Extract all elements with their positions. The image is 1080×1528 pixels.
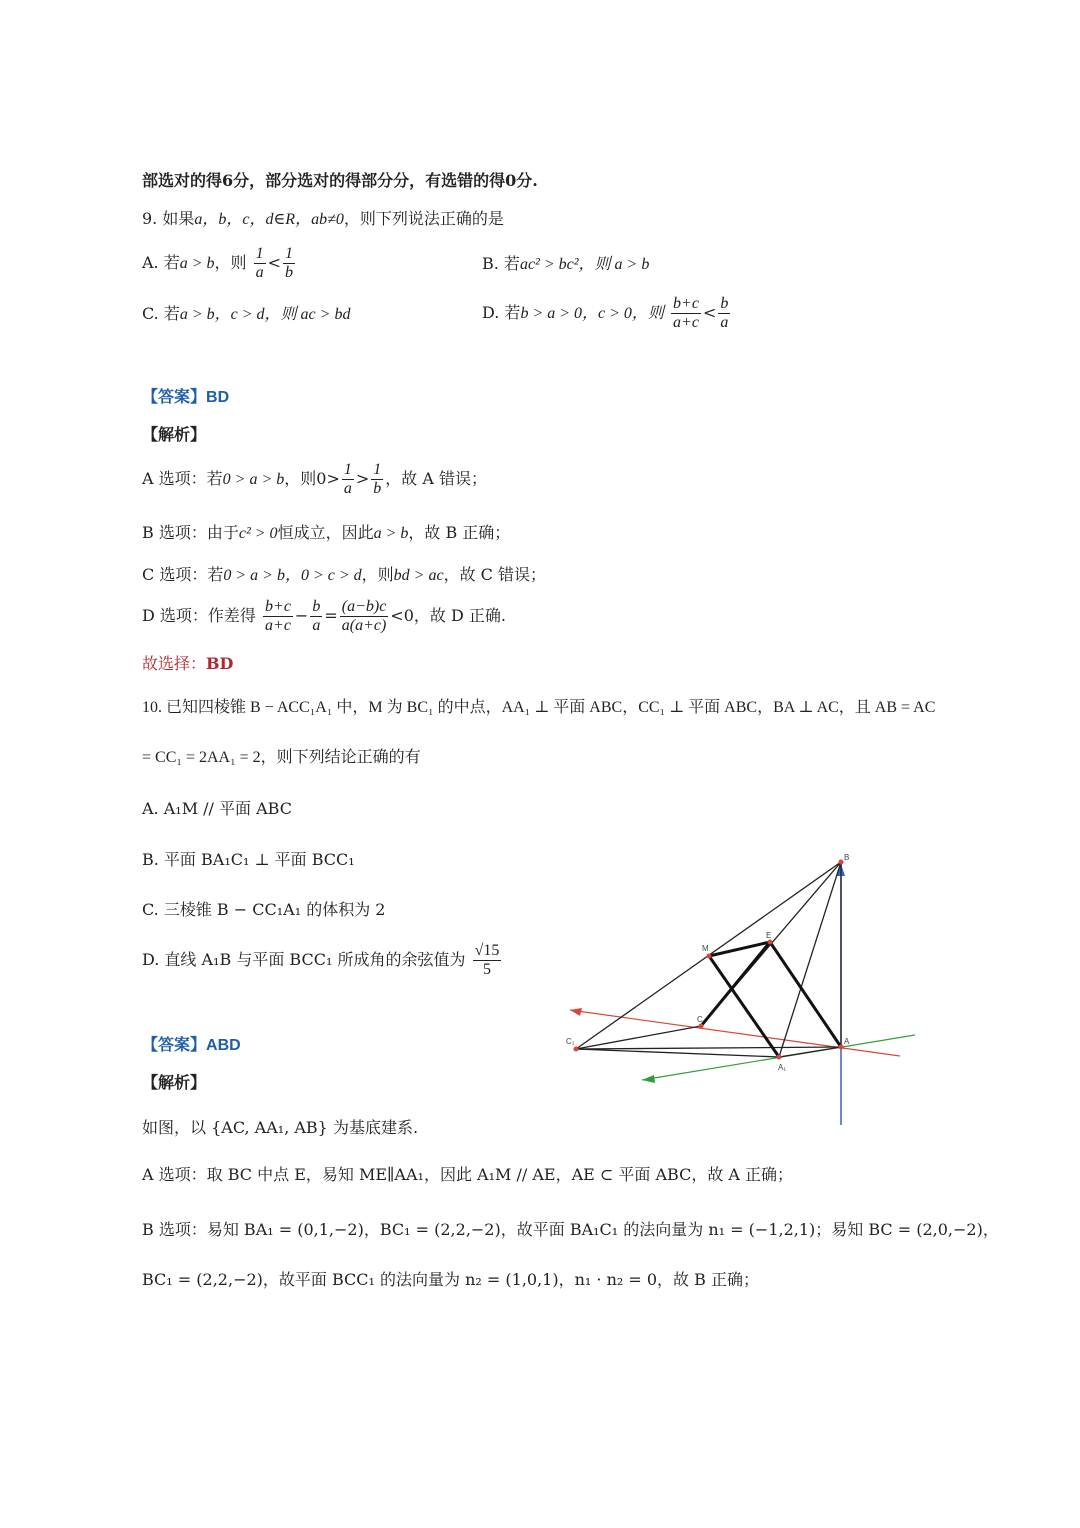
point-m [707, 954, 712, 959]
q9-a-then: ，则 [214, 253, 247, 272]
q9-sol-c-math: 0 > a > b，0 > c > d [223, 567, 362, 584]
frac-bc-over-ac: $\frac{b+c}{a+c}$ [673, 295, 699, 331]
q9-sol-d: D 选项：作差得 $\frac{b+c}{a+c}$ − $\frac{b}{a}$ = $\frac{(a-b)c}{a(a+c)}$ <0，故 D 正确. [142, 598, 506, 634]
point-c1 [574, 1047, 579, 1052]
axis-green-arrow [642, 1075, 655, 1083]
q9-sol-b-math: c² > 0 [238, 525, 278, 542]
q9-option-c [142, 303, 350, 326]
q9-analysis-label: 【解析】 [142, 425, 207, 444]
q10-d-pre: D. 直线 A₁B 与平面 BCC₁ 所成角的余弦值为 [142, 950, 466, 969]
label-e: E [766, 931, 772, 940]
q9-sol-a-pre: A 选项：若 [142, 469, 223, 488]
edge-a1-a [779, 1047, 841, 1057]
q10-option-c: C. 三棱锥 B − CC₁A₁ 的体积为 2 [142, 900, 386, 919]
q9-sol-d-post: ，故 D 正确. [413, 606, 506, 625]
point-b [839, 860, 844, 865]
q9-sol-a-cond: 0 > a > b [222, 471, 285, 488]
q9-b-text: ac² > bc²，则 a > b [519, 256, 650, 273]
q9-sol-b [142, 522, 510, 545]
q9-b-label: B. 若 [482, 254, 520, 273]
q10-answer [142, 1034, 241, 1057]
q10-option-d [142, 942, 503, 979]
header-note: 部选对的得6分，部分选对的得部分分，有选错的得0分. [142, 171, 538, 190]
q9-d-cond: b > a > 0，c > 0，则 [520, 305, 664, 322]
point-a [839, 1045, 844, 1050]
q10-d-den: 5 [482, 961, 491, 978]
q9-sol-b-pre: B 选项：由于 [142, 523, 239, 542]
q9-answer [142, 386, 229, 409]
point-c [699, 1024, 704, 1029]
q9-sol-b-math2: a > b [373, 525, 409, 542]
frac-sol-bc-ac: $\frac{b+c}{a+c}$ [265, 598, 291, 634]
frac-1-over-b: $\frac{1}{b}$ [285, 245, 294, 281]
label-a1: A₁ [778, 1063, 787, 1072]
q9-c-label: C. 若 [142, 304, 180, 323]
q9-stem-pre: 9. 如果 [142, 209, 195, 228]
edge-c1-a [576, 1047, 841, 1049]
frac-sqrt15-over-5 [473, 942, 502, 979]
q9-sol-a-post: ，故 A 错误； [385, 469, 487, 488]
label-c: C [697, 1015, 703, 1024]
edge-m-a1 [709, 956, 779, 1057]
q9-sol-a: A 选项：若0 > a > b，则0> $\frac{1}{a}$ > $\frac{1}{b}$ ，故 A 错误； [142, 461, 487, 497]
q10-sol-b-line1: B 选项：易知 BA₁ = (0,1,−2)，BC₁ = (2,2,−2)，故平面 BA₁C₁ 的法向量为 n₁ = (−1,2,1)；易知 BC = (2,0,−2)， [142, 1220, 999, 1239]
q9-c-text: a > b，c > d，则 ac > bd [179, 306, 351, 323]
q9-choose-value: BD [206, 654, 234, 673]
axis-red-arrow [570, 1008, 582, 1016]
edge-e-a [770, 942, 841, 1047]
q9-answer-label: 【答案】 [142, 389, 207, 406]
frac-sol-b-a: $\frac{b}{a}$ [312, 598, 321, 634]
q9-sol-c-post: ，故 C 错误； [443, 565, 546, 584]
q10-answer-value: ABD [206, 1037, 241, 1054]
label-b: B [844, 853, 850, 862]
q10-stem-line2: = CC₁ = 2AA₁ = 2，则下列结论正确的有 [142, 749, 421, 766]
frac-1-over-a: $\frac{1}{a}$ [255, 245, 264, 281]
frac-sol-1b: $\frac{1}{b}$ [373, 461, 382, 497]
edge-c1-a1 [576, 1049, 779, 1057]
q9-option-d: D. 若b > a > 0，c > 0，则 $\frac{b+c}{a+c}$ < $\frac{b}{a}$ [482, 295, 729, 331]
q9-stem [142, 208, 504, 231]
q9-sol-c-math2: bd > ac [393, 567, 444, 584]
q9-stem-post: ，则下列说法正确的是 [343, 209, 504, 228]
q10-d-num: √15 [474, 942, 500, 959]
q10-option-b: B. 平面 BA₁C₁ ⊥ 平面 BCC₁ [142, 850, 355, 869]
edge-c1-c [576, 1026, 701, 1049]
q9-sol-c [142, 564, 546, 587]
q10-stem-line1: 10. 已知四棱锥 B − ACC₁A₁ 中，M 为 BC₁ 的中点，AA₁ ⊥ 平面 ABC，CC₁ ⊥ 平面 ABC，BA ⊥ AC，且 AB = AC [142, 699, 936, 716]
q9-sol-b-post: ，故 B 正确； [408, 523, 511, 542]
point-e [768, 940, 773, 945]
label-c1: C₁ [566, 1037, 575, 1046]
q9-sol-c-mid: ，则 [361, 565, 394, 584]
pyramid-figure [560, 850, 920, 1130]
q10-sol-b-line2: BC₁ = (2,2,−2)，故平面 BCC₁ 的法向量为 n₂ = (1,0,1)，n₁ · n₂ = 0，故 B 正确； [142, 1270, 759, 1289]
q9-choose [142, 653, 233, 675]
label-a: A [844, 1037, 850, 1046]
q10-sol-a: A 选项：取 BC 中点 E，易知 ME∥AA₁，因此 A₁M // AE，AE ⊂ 平面 ABC，故 A 正确； [142, 1165, 794, 1184]
q9-answer-value: BD [206, 389, 230, 406]
frac-sol-1a: $\frac{1}{a}$ [343, 461, 352, 497]
q9-sol-c-pre: C 选项：若 [142, 565, 224, 584]
q10-analysis-label: 【解析】 [142, 1073, 207, 1092]
label-m: M [702, 944, 709, 953]
edge-b-a1 [779, 862, 841, 1057]
q9-a-cond: a > b [179, 255, 215, 272]
q9-sol-d-pre: D 选项：作差得 [142, 606, 256, 625]
q9-sol-b-mid: 恒成立，因此 [277, 523, 374, 542]
q10-basis-line: 如图，以 {AC, AA₁, AB} 为基底建系. [142, 1118, 419, 1137]
q9-option-b [482, 253, 649, 276]
q9-a-label: A. 若 [142, 253, 180, 272]
q9-option-a: A. 若a > b，则 $\frac{1}{a}$ < $\frac{1}{b}$ [142, 245, 294, 281]
q9-sol-a-then: ，则 [284, 469, 317, 488]
point-a1 [777, 1055, 782, 1060]
q10-option-a: A. A₁M // 平面 ABC [142, 799, 292, 818]
q9-d-label: D. 若 [482, 303, 521, 322]
q10-answer-label: 【答案】 [142, 1037, 207, 1054]
q9-vars: a，b，c，d∈R，ab≠0 [194, 211, 344, 228]
q9-choose-label: 故选择： [142, 654, 207, 673]
frac-sol-diff: $\frac{(a-b)c}{a(a+c)}$ [341, 598, 387, 634]
frac-b-over-a: $\frac{b}{a}$ [720, 295, 729, 331]
